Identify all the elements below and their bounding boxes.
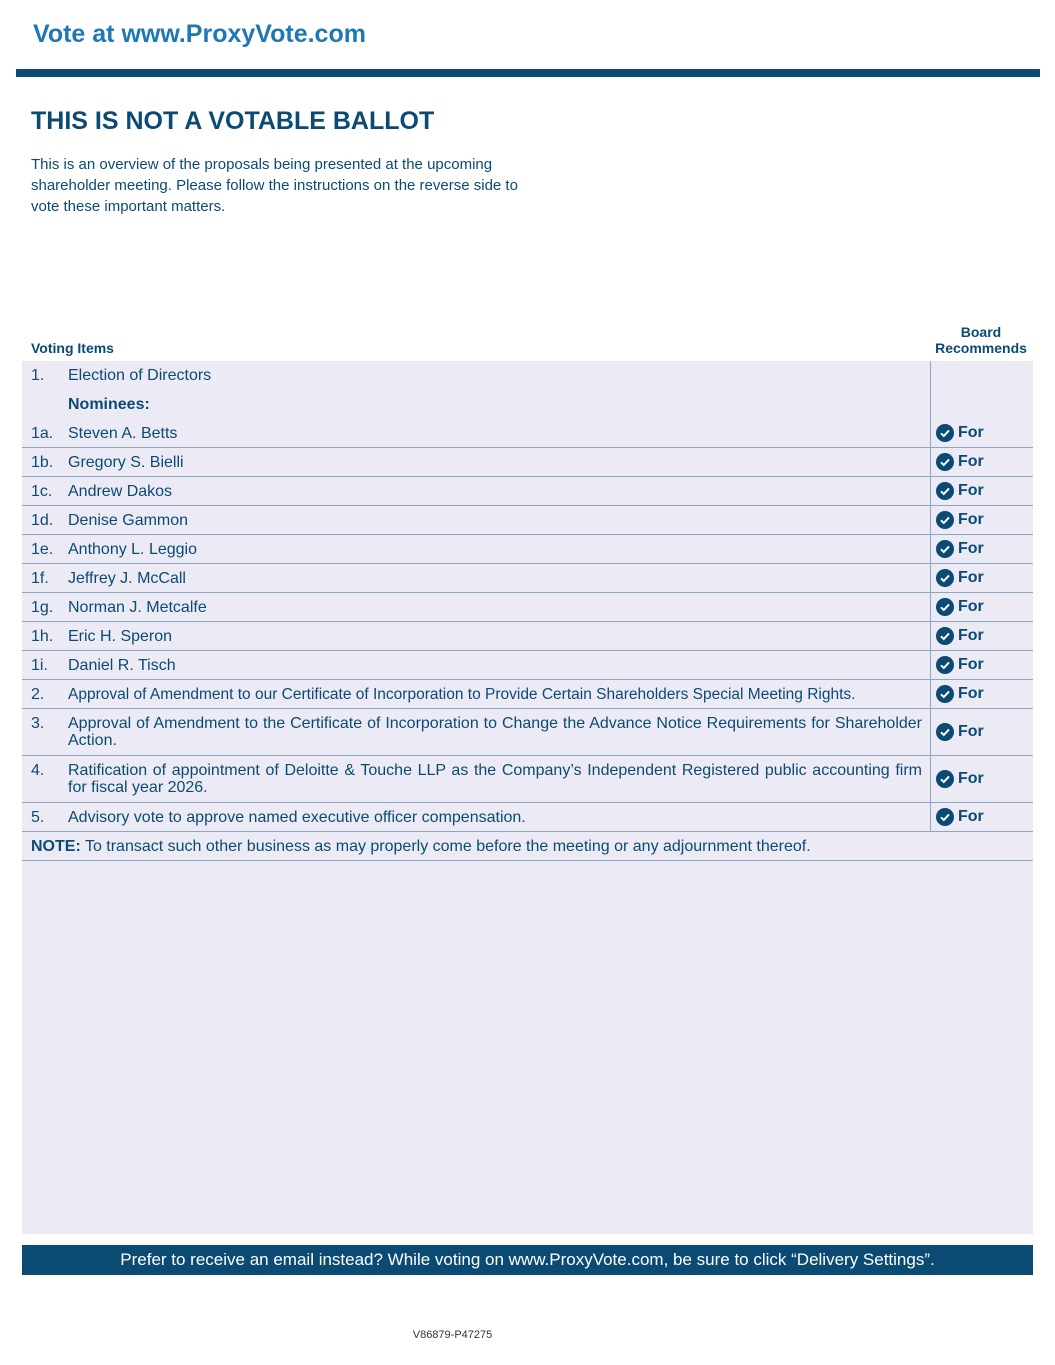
table-row	[22, 709, 1033, 756]
email-delivery-banner: Prefer to receive an email instead? While voting on www.ProxyVote.com, be sure to click “Delivery Settings”.	[22, 1245, 1033, 1275]
table-row	[22, 622, 1033, 651]
check-circle-icon	[936, 511, 954, 529]
intro-text: This is an overview of the proposals being presented at the upcoming shareholder meeting. Please follow the instructions on the reverse side to vote these important matters.	[31, 156, 518, 215]
recommendation-label: For	[958, 540, 984, 557]
ballot-panel	[22, 361, 1033, 1234]
check-circle-icon	[936, 770, 954, 788]
recommendation	[936, 770, 984, 788]
item-text: Approval of Amendment to the Certificate of Incorporation to Change the Advance Notice Requirements for Shareholder Action.	[68, 715, 922, 749]
recommendation-label: For	[958, 627, 984, 644]
item-text: Ratification of appointment of Deloitte & Touche LLP as the Company’s Independent Registered public accounting firm for fiscal year 2026.	[68, 762, 922, 796]
item-number: 1c.	[31, 483, 53, 500]
check-circle-icon	[936, 482, 954, 500]
item-text: Andrew Dakos	[68, 483, 173, 500]
table-row	[22, 361, 1033, 390]
recommendation	[936, 685, 984, 703]
check-circle-icon	[936, 598, 954, 616]
table-row	[22, 535, 1033, 564]
recommendation	[936, 482, 984, 500]
item-text: Anthony L. Leggio	[68, 541, 197, 558]
item-text: Eric H. Speron	[68, 628, 173, 645]
item-number: 1a.	[31, 425, 54, 442]
recommendation	[936, 424, 984, 442]
recommendation	[936, 598, 984, 616]
recommendation	[936, 723, 984, 741]
table-row	[22, 506, 1033, 535]
item-number: 1i.	[31, 657, 48, 674]
board-recommends-line1: Board	[960, 324, 1002, 340]
item-number: 1f.	[31, 570, 49, 587]
recommendation-label: For	[958, 685, 984, 702]
item-text: Gregory S. Bielli	[68, 454, 184, 471]
board-recommends-line2: Recommends	[935, 340, 1027, 356]
item-number: 1d.	[31, 512, 54, 529]
check-circle-icon	[936, 453, 954, 471]
note-label: NOTE:	[31, 838, 81, 855]
table-row	[22, 448, 1033, 477]
recommendation-label: For	[958, 453, 984, 470]
check-circle-icon	[936, 808, 954, 826]
table-row	[22, 756, 1033, 803]
note-row	[22, 832, 1033, 861]
item-number: 2.	[31, 686, 45, 703]
recommendation-label: For	[958, 598, 984, 615]
table-row	[22, 651, 1033, 680]
table-row	[22, 390, 1033, 419]
recommendation	[936, 656, 984, 674]
table-row	[22, 680, 1033, 709]
check-circle-icon	[936, 540, 954, 558]
recommendation-label: For	[958, 482, 984, 499]
item-text: Daniel R. Tisch	[68, 657, 176, 674]
item-text: Steven A. Betts	[68, 425, 178, 442]
table-row	[22, 477, 1033, 506]
header-rule	[16, 69, 1040, 77]
header-title[interactable]: Vote at www.ProxyVote.com	[33, 20, 366, 48]
note-text	[31, 838, 811, 856]
nominees-label: Nominees:	[68, 396, 150, 413]
recommendation-label: For	[958, 511, 984, 528]
voting-items-header: Voting Items	[31, 340, 114, 356]
recommendation-label: For	[958, 656, 984, 673]
recommendation-label: For	[958, 770, 984, 787]
recommendation	[936, 453, 984, 471]
item-number: 1e.	[31, 541, 54, 558]
item-number: 1.	[31, 367, 45, 384]
check-circle-icon	[936, 723, 954, 741]
table-row	[22, 564, 1033, 593]
item-text: Election of Directors	[68, 367, 212, 384]
check-circle-icon	[936, 424, 954, 442]
item-text: Approval of Amendment to our Certificate of Incorporation to Provide Certain Shareholders Special Meeting Rights.	[68, 686, 856, 703]
item-text: Jeffrey J. McCall	[68, 570, 186, 587]
table-row	[22, 803, 1033, 832]
note-body: To transact such other business as may properly come before the meeting or any adjournment thereof.	[80, 838, 811, 855]
document-code: V86879-P47275	[412, 1329, 493, 1341]
check-circle-icon	[936, 627, 954, 645]
table-row	[22, 419, 1033, 448]
item-number: 1h.	[31, 628, 54, 645]
check-circle-icon	[936, 569, 954, 587]
recommendation	[936, 808, 984, 826]
recommendation	[936, 627, 984, 645]
board-recommends-header	[930, 324, 1032, 356]
page-title: THIS IS NOT A VOTABLE BALLOT	[31, 107, 435, 135]
check-circle-icon	[936, 656, 954, 674]
recommendation-label: For	[958, 808, 984, 825]
item-number: 5.	[31, 809, 45, 826]
recommendation	[936, 540, 984, 558]
item-number: 3.	[31, 715, 45, 732]
item-number: 4.	[31, 762, 45, 779]
item-number: 1b.	[31, 454, 54, 471]
check-circle-icon	[936, 685, 954, 703]
item-text: Advisory vote to approve named executive officer compensation.	[68, 809, 526, 826]
table-row	[22, 593, 1033, 622]
recommendation	[936, 511, 984, 529]
item-text: Denise Gammon	[68, 512, 189, 529]
recommendation-label: For	[958, 424, 984, 441]
item-number: 1g.	[31, 599, 54, 616]
recommendation	[936, 569, 984, 587]
recommendation-label: For	[958, 569, 984, 586]
recommendation-label: For	[958, 723, 984, 740]
item-text: Norman J. Metcalfe	[68, 599, 207, 616]
